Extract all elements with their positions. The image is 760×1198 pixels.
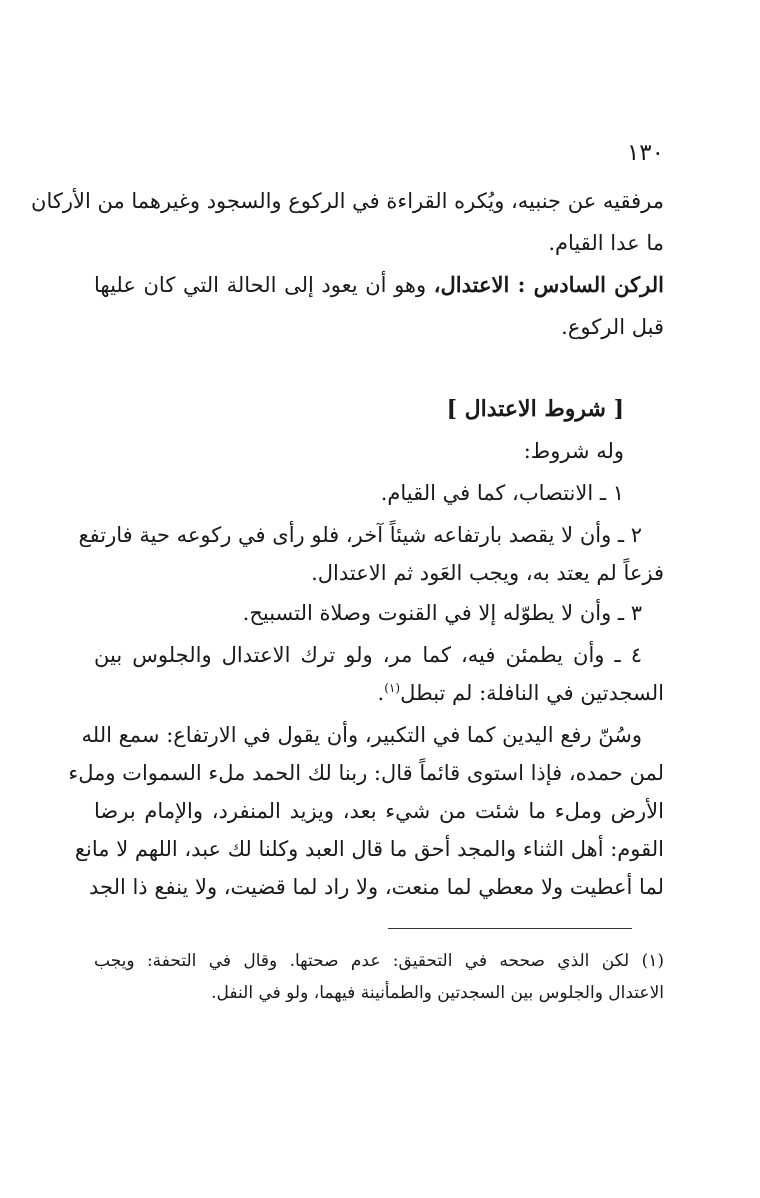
pillar-text: وهو أن يعود إلى الحالة التي كان عليها bbox=[94, 273, 434, 297]
para2-line2: قبل الركوع. bbox=[561, 315, 664, 339]
para3-line3: الأرض وملء ما شئت من شيء بعد، ويزيد المنفرد، والإمام برضا bbox=[94, 799, 664, 823]
condition-4-line1: ٤ ـ وأن يطمئن فيه، كما مر، ولو ترك الاعتدال والجلوس بين bbox=[94, 643, 642, 667]
condition-2-line1: ٢ ـ وأن لا يقصد بارتفاعه شيئاً آخر، فلو رأى في ركوعه حية فارتفع bbox=[78, 523, 642, 547]
condition-4-line2 bbox=[94, 678, 664, 708]
para3-line1: وسُنّ رفع اليدين كما في التكبير، وأن يقول في الارتفاع: سمع الله bbox=[81, 723, 642, 747]
para3-line2: لمن حمده، فإذا استوى قائماً قال: ربنا لك الحمد ملء السموات وملء bbox=[68, 761, 664, 785]
para2-line1 bbox=[94, 270, 664, 300]
page-number: ١٣٠ bbox=[626, 140, 664, 166]
section-heading: [ شروط الاعتدال ] bbox=[446, 396, 624, 422]
condition-3: ٣ ـ وأن لا يطوّله إلا في القنوت وصلاة التسبيح. bbox=[242, 601, 642, 625]
para3-line4: القوم: أهل الثناء والمجد أحق ما قال العبد وكلنا لك عبد، اللهم لا مانع bbox=[74, 837, 664, 861]
footnote-ref: (١) bbox=[384, 681, 401, 695]
footnote-divider bbox=[388, 928, 632, 929]
para1-line2: ما عدا القيام. bbox=[548, 231, 664, 255]
condition-1: ١ ـ الانتصاب، كما في القيام. bbox=[380, 481, 624, 505]
pillar-title: الركن السادس : الاعتدال، bbox=[433, 272, 664, 297]
footnote-line2: الاعتدال والجلوس بين السجدتين والطمأنينة فيهما، ولو في النفل. bbox=[211, 983, 664, 1003]
conditions-intro: وله شروط: bbox=[523, 439, 624, 463]
para1-line1: مرفقيه عن جنبيه، ويُكره القراءة في الركوع والسجود وغيرهما من الأركان bbox=[31, 189, 664, 213]
para3-line5: لما أعطيت ولا معطي لما منعت، ولا راد لما قضيت، ولا ينفع ذا الجد bbox=[88, 875, 664, 899]
condition-4-end: . bbox=[377, 681, 385, 705]
condition-2-line2: فزعاً لم يعتد به، ويجب العَود ثم الاعتدال. bbox=[311, 561, 664, 585]
footnote-line1: (١) لكن الذي صححه في التحقيق: عدم صحتها. وقال في التحفة: ويجب bbox=[94, 951, 664, 971]
condition-4-text: السجدتين في النافلة: لم تبطل bbox=[400, 681, 664, 705]
